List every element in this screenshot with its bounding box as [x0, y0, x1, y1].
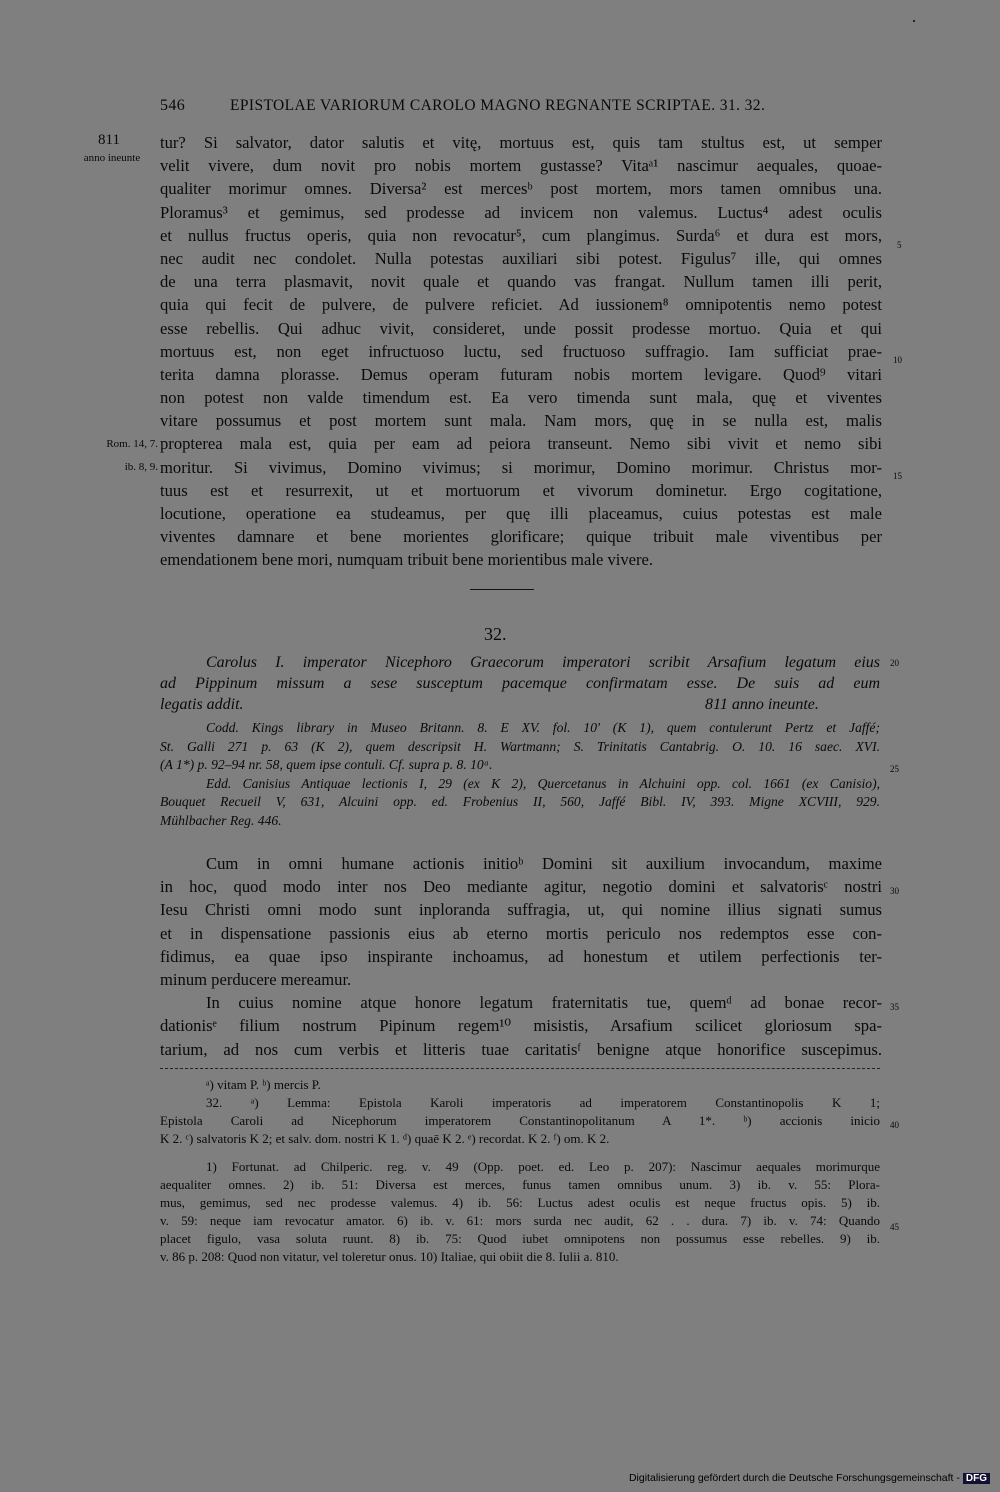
text-line: tuus est et resurrexit, ut et mortuorum et vivorum dominetur. Ergo cogitatione, — [160, 480, 882, 500]
summary-line: Carolus I. imperator Nicephoro Graecorum imperatori scribit Arsafium legatum eius — [206, 654, 880, 671]
codd-line: Edd. Canisius Antiquae lectionis I, 29 (ex K 2), Quercetanus in Alchuini opp. col. 1661 (ex Canisio), — [206, 775, 880, 791]
letter-31-text — [160, 131, 882, 572]
text-line: minum perducere mereamur. — [160, 969, 352, 989]
text-line: esse rebellis. Qui adhuc vivit, consideret, unde possit prodesse mortuo. Quia et qui — [160, 318, 882, 338]
critical-apparatus — [160, 1076, 880, 1148]
text-line: Cum in omni humane actionis initioᵇ Domini sit auxilium invocandum, maxime — [206, 854, 882, 873]
text-line: velit vivere, dum novit pro nobis mortem gustasse? Vitaᵃ¹ nascimur aequales, quoae- — [160, 156, 882, 176]
page-number: 546 — [160, 97, 186, 114]
note-line: v. 59: neque iam revocatur amator. 6) ib. v. 61: mors surda nec audit, 62 . . dura. 7) ib. v. 74: Quando — [160, 1213, 880, 1228]
footnote-rule — [160, 1068, 880, 1069]
margin-year-sub: anno ineunte — [83, 152, 141, 164]
line-number: 15 — [893, 471, 902, 481]
text-line: in hoc, quod modo inter nos Deo mediante agitur, negotio domini et salvatorisᶜ nostri — [160, 877, 882, 897]
summary-line: legatis addit. — [160, 696, 244, 713]
letter-summary — [160, 652, 880, 715]
line-number: 25 — [890, 764, 899, 774]
text-line: vitare possumus et post mortem sunt mala. Nam mors, quę in se nulla est, malis — [160, 411, 882, 431]
text-line: tarium, ad nos cum verbis et litteris tuae caritatisᶠ benigne atque honorifice suscepimus. — [160, 1039, 882, 1059]
letter-number: 32. — [484, 624, 507, 644]
text-line: locutione, operatione ea studeamus, per quę illi placeamus, cuius potestas est male — [160, 504, 882, 523]
note-line: aequaliter omnes. 2) ib. 51: Diversa est merces, funus tamen omnibus unum. 3) ib. v. 55: Plora- — [160, 1177, 880, 1192]
text-line: emendationem bene mori, numquam tribuit bene morientibus male vivere. — [160, 550, 654, 570]
line-number: 40 — [890, 1120, 899, 1130]
text-line: tur? Si salvator, dator salutis et vitę, mortuus est, quis tam stultus est, ut semper — [160, 133, 882, 152]
codd-line: (A 1*) p. 92–94 nr. 58, quem ipse contuli. Cf. supra p. 8. 10ᵃ. — [160, 757, 493, 772]
note-line: mus, gemimus, sed nec prodesse valemus. 4) ib. 56: Luctus adest oculis est neque fructus opis. 5) ib. — [160, 1195, 880, 1210]
dfg-logo: DFG — [963, 1473, 990, 1484]
text-line: propterea mala est, quia per eam ad peiora transeunt. Nemo sibi vivit et nemo sibi — [160, 434, 882, 454]
line-number: 45 — [890, 1222, 899, 1232]
text-line: Ploramus³ et gemimus, sed prodesse ad invicem non valemus. Luctus⁴ adest oculis — [160, 202, 882, 222]
codd-line: Mühlbacher Reg. 446. — [160, 812, 282, 828]
note-line: placet figulo, vasa soluta ruunt. 8) ib. 75: Quod iubet omnipotens non possumus esse rebelles. 9) ib. — [160, 1231, 880, 1246]
codd-line: Bouquet Recueil V, 631, Alcuini opp. ed. Frobenius II, 560, Jaffé Bibl. IV, 393. Migne XCVIII, 929. — [160, 794, 880, 809]
credit-text: Digitalisierung gefördert durch die Deutsche Forschungsgemeinschaft - — [628, 1472, 960, 1484]
codd-line: St. Galli 271 p. 63 (K 2), quem descripsit H. Wartmann; S. Trinitatis Cantabrig. O. 10. 16 saec. XVI. — [160, 738, 880, 754]
text-line: nec audit nec condolet. Nulla potestas auxiliari sibi potest. Figulus⁷ ille, qui omnes — [160, 248, 882, 268]
note-line: 1) Fortunat. ad Chilperic. reg. v. 49 (Opp. poet. ed. Leo p. 207): Nascimur aequales morimurque — [206, 1159, 880, 1174]
text-line: qualiter morimur omnes. Diversa² est mercesᵇ post mortem, mors tamen omnibus una. — [160, 179, 882, 199]
line-number: 35 — [890, 1002, 899, 1012]
line-number: 10 — [893, 355, 902, 365]
footnote-line: ᵃ) vitam P. ᵇ) mercis P. — [206, 1077, 321, 1092]
text-line: mortuus est, non eget infructuoso luctu, sed fructuoso suffragio. Iam sufficiat prae- — [160, 341, 882, 361]
text-line: et nullus fructus operis, quia non revocatur⁵, cum plangimus. Surda⁶ et dura est mors, — [160, 225, 882, 245]
text-line: de una terra plasmavit, novit quale et quando vas frangat. Nullum tamen illi perit, — [160, 272, 882, 292]
summary-line: ad Pippinum missum a sese susceptum pacemque confirmatam esse. De suis ad eum — [160, 675, 880, 692]
letter-32-text — [160, 852, 882, 1061]
line-number: 20 — [890, 658, 899, 668]
text-line: moritur. Si vivimus, Domino vivimus; si morimur, Domino morimur. Christus mor- — [160, 457, 882, 477]
text-line: In cuius nomine atque honore legatum fraternitatis tue, quemᵈ ad bonae recor- — [206, 993, 882, 1013]
bible-ref: ib. 8, 9. — [124, 461, 158, 473]
footnote-line: Epistola Caroli ad Nicephorum imperatorem Constantinopolitanum A 1*. ᵇ) accionis inicio — [160, 1113, 880, 1128]
margin-year: 811 — [98, 132, 120, 148]
summary-date: 811 anno ineunte. — [705, 696, 819, 713]
text-line: et in dispensatione passionis eius ab eterno mortis periculo nos redemptos esse con- — [160, 923, 882, 943]
header-title: EPISTOLAE VARIORUM CAROLO MAGNO REGNANTE SCRIPTAE. 31. 32. — [230, 97, 766, 114]
text-line: terita damna plorasse. Demus operam futuram nobis mortem levigare. Quod⁹ vitari — [160, 364, 882, 384]
source-notes — [160, 1158, 880, 1266]
digitization-credit — [629, 1472, 990, 1484]
scan-mark — [913, 20, 915, 22]
manuscripts-editions — [160, 719, 880, 830]
footnote-line: K 2. ᶜ) salvatoris K 2; et salv. dom. nostri K 1. ᵈ) quaē K 2. ᵉ) recordat. K 2. ᶠ) om. K 2. — [160, 1131, 610, 1146]
text-line: quia qui fecit de pulvere, de pulvere reficiet. Ad iussionem⁸ omnipotentis nemo potest — [160, 295, 882, 315]
line-number: 30 — [890, 886, 899, 896]
bible-ref: Rom. 14, 7. — [106, 438, 158, 450]
text-line: dationisᵉ filium nostrum Pipinum regem¹⁰ misistis, Arsafium scilicet gloriosum spa- — [160, 1016, 882, 1036]
text-line: viventes damnare et bene morientes glorificare; quique tribuit male viventibus per — [160, 527, 882, 547]
note-line: v. 86 p. 208: Quod non vitatur, vel toleretur onus. 10) Italiae, qui obiit die 8. Iulii a. 810. — [160, 1249, 619, 1264]
footnote-line: 32. ᵃ) Lemma: Epistola Karoli imperatoris ad imperatorem Constantinopolis K 1; — [206, 1095, 880, 1110]
section-separator — [470, 589, 534, 590]
codd-line: Codd. Kings library in Museo Britann. 8. E XV. fol. 10' (K 1), quem contulerunt Pertz et Jaffé; — [206, 720, 880, 735]
text-line: fidimus, ea quae ipso inspirante inchoamus, ad honestum et utilem perfectionis ter- — [160, 946, 882, 966]
text-line: non potest non valde timendum est. Ea vero timenda sunt mala, quę et viventes — [160, 388, 882, 408]
text-line: Iesu Christi omni modo sunt inploranda suffragia, ut, qui nomine illius signati sumus — [160, 900, 882, 920]
line-number: 5 — [897, 240, 902, 250]
